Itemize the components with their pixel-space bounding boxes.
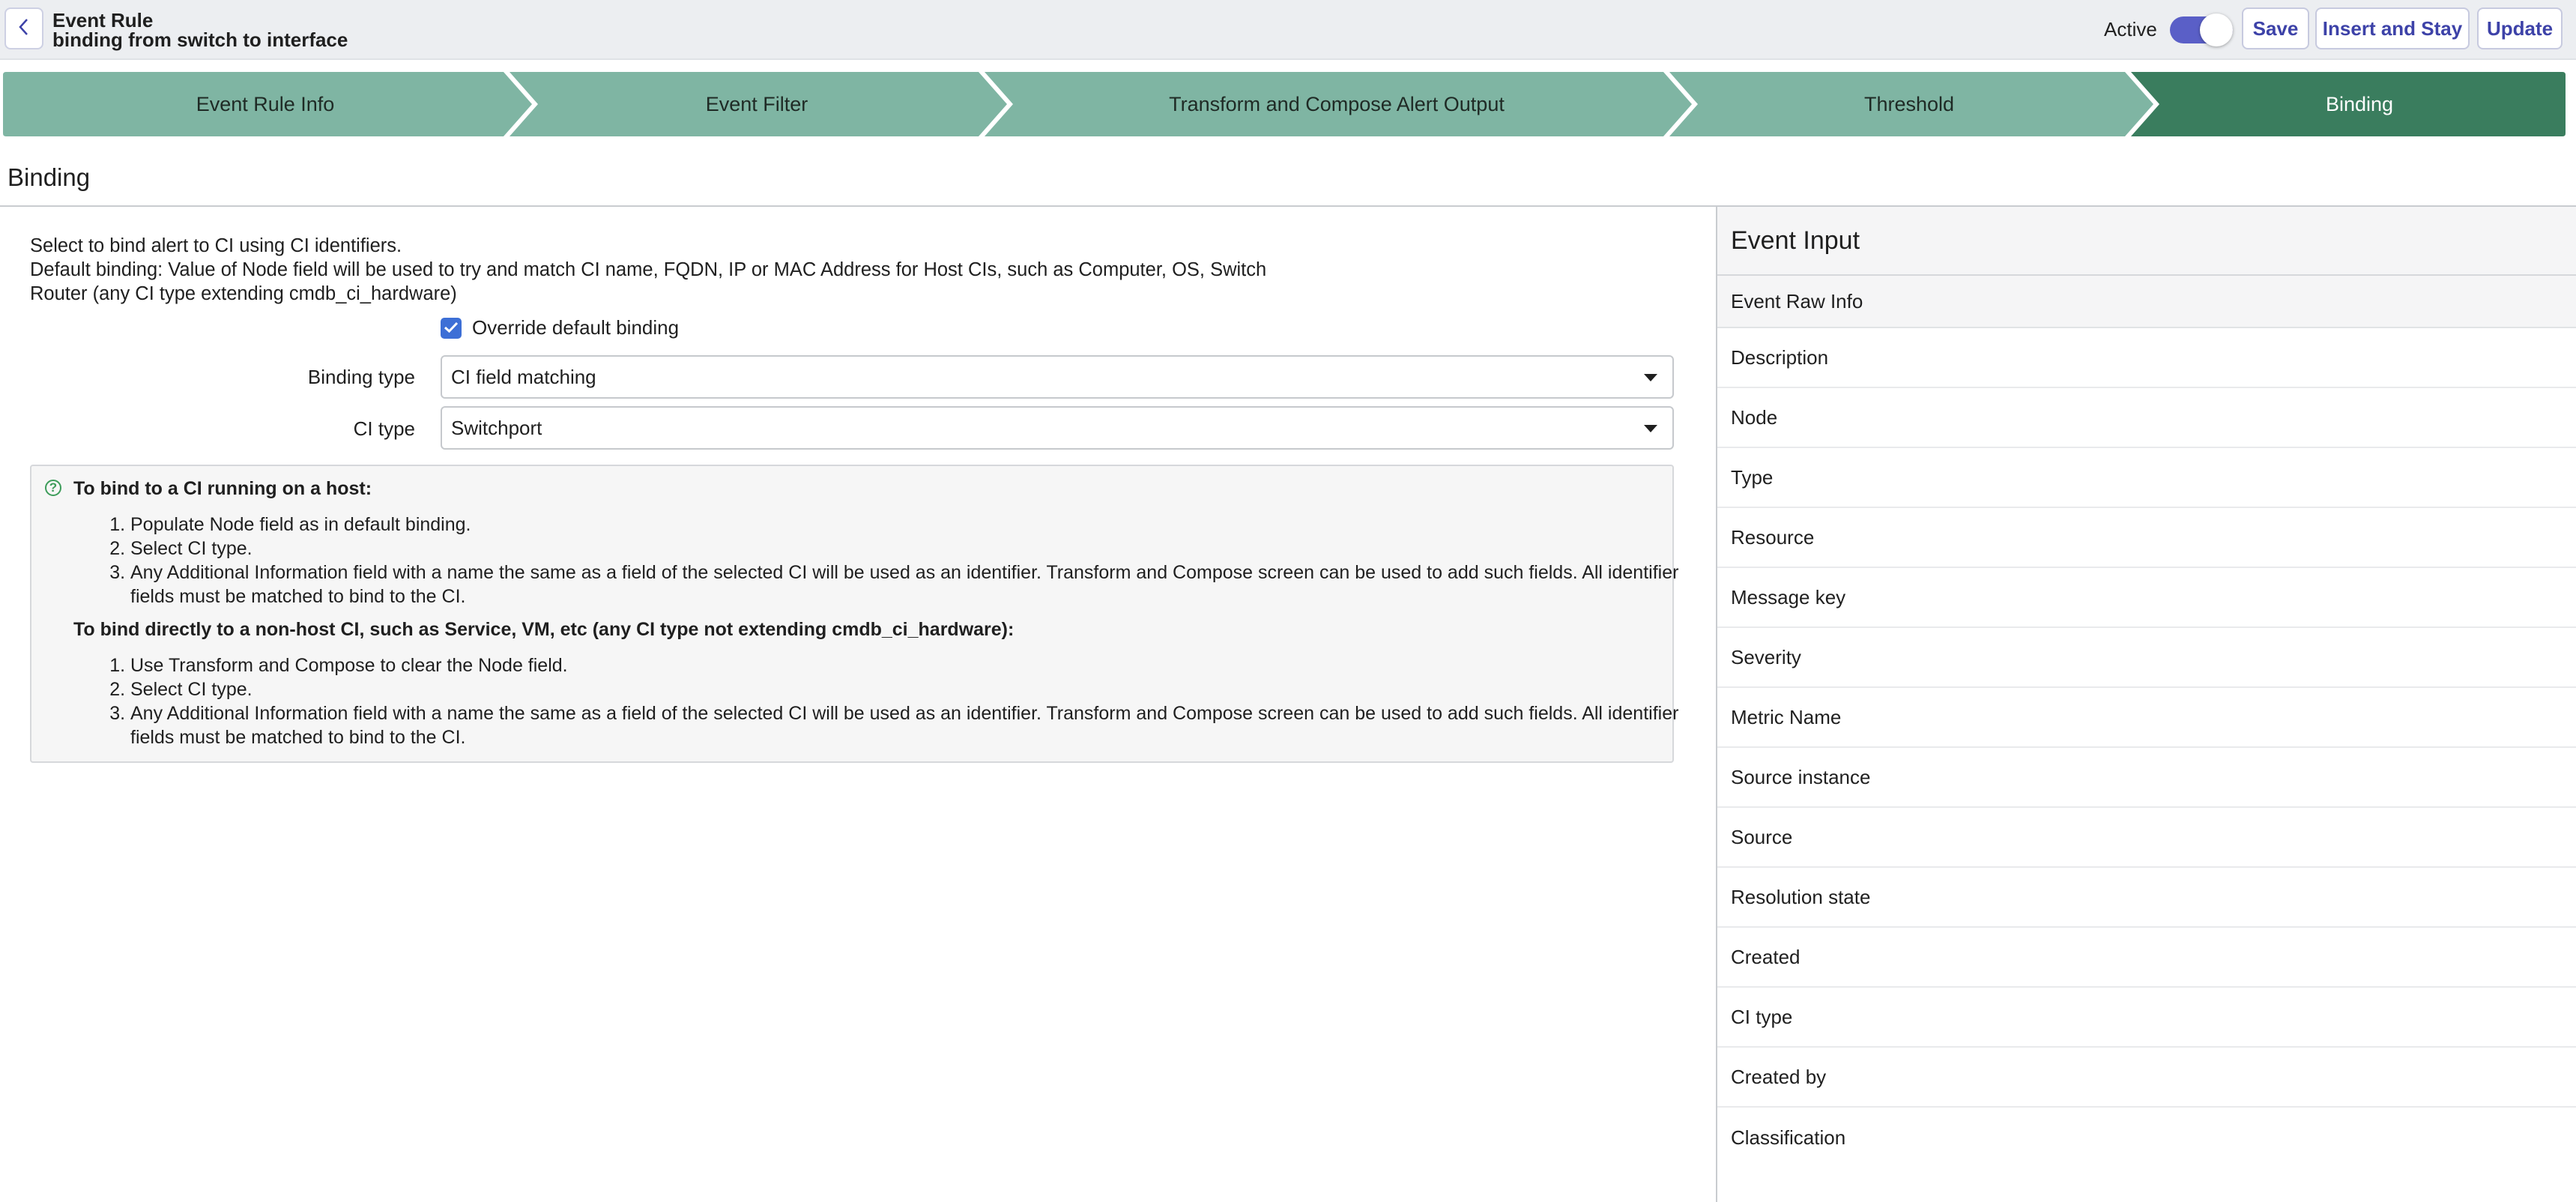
form-header [0, 0, 2576, 60]
back-button[interactable] [4, 7, 43, 49]
list-item: 2. Select CI type. [130, 537, 1711, 561]
ci-type-select[interactable] [441, 406, 1674, 450]
list-item: 3. Any Additional Information field with a name the same as a field of the selected CI will be used as an identifier. Transform and Compose screen can be used to add such fields. All identifier fields must be matched to bind to the CI. [130, 561, 1711, 608]
binding-type-select[interactable] [441, 355, 1674, 399]
step-threshold[interactable]: Threshold [1863, 92, 1955, 115]
host-binding-heading: To bind to a CI running on a host: [73, 478, 372, 499]
event-input-title: Event Input [1717, 207, 2576, 276]
event-field-severity[interactable]: Severity [1717, 628, 2576, 688]
dropdown-caret-icon [1644, 374, 1657, 381]
dropdown-caret-icon [1644, 425, 1657, 432]
list-item: 1. Populate Node field as in default binding. [130, 513, 1711, 537]
active-label: Active [2104, 18, 2157, 40]
intro-line-2: Default binding: Value of Node field will be used to try and match CI name, FQDN, IP or MAC Address for Host CIs, such as Computer, OS, Switch [30, 259, 1267, 280]
step-event-filter[interactable]: Event Filter [705, 92, 808, 115]
ci-type-value: Switchport [451, 416, 542, 439]
event-field-node[interactable]: Node [1717, 388, 2576, 448]
intro-line-3: Router (any CI type extending cmdb_ci_hardware) [30, 283, 457, 304]
host-binding-steps [73, 513, 1711, 608]
event-field-type[interactable]: Type [1717, 448, 2576, 508]
chevron-left-icon [16, 17, 32, 40]
toggle-knob [2200, 13, 2233, 46]
event-input-panel [1716, 207, 2576, 1202]
binding-help-box [30, 465, 1679, 763]
active-toggle[interactable] [2170, 16, 2233, 43]
event-field-resolution-state[interactable]: Resolution state [1717, 868, 2576, 928]
event-field-source[interactable]: Source [1717, 808, 2576, 868]
event-field-created[interactable]: Created [1717, 928, 2576, 988]
save-button[interactable]: Save [2242, 7, 2309, 49]
event-field-message-key[interactable]: Message key [1717, 568, 2576, 628]
binding-intro [30, 234, 1304, 306]
checkmark-icon [444, 318, 459, 338]
event-field-created-by[interactable]: Created by [1717, 1048, 2576, 1108]
override-checkbox[interactable] [441, 318, 462, 339]
progress-stepper [3, 72, 2566, 136]
override-default-binding[interactable] [441, 316, 679, 339]
nonhost-binding-heading: To bind directly to a non-host CI, such as Service, VM, etc (any CI type not extending cmdb_ci_hardware): [73, 619, 1015, 640]
event-field-classification[interactable]: Classification [1731, 1126, 1846, 1149]
event-field-description[interactable]: Description [1717, 328, 2576, 388]
update-button[interactable]: Update [2477, 7, 2563, 49]
event-field-metric-name[interactable]: Metric Name [1717, 688, 2576, 748]
record-name: binding from switch to interface [52, 28, 348, 51]
list-item: 2. Select CI type. [130, 677, 1711, 701]
step-binding[interactable]: Binding [2325, 92, 2394, 115]
list-item: 3. Any Additional Information field with a name the same as a field of the selected CI will be used as an identifier. Transform and Compose screen can be used to add such fields. All identifier fields must be matched to bind to the CI. [130, 701, 1711, 749]
step-transform-compose[interactable]: Transform and Compose Alert Output [1169, 92, 1505, 115]
override-label: Override default binding [472, 316, 680, 339]
binding-type-value: CI field matching [451, 365, 596, 388]
event-raw-info-item[interactable]: Event Raw Info [1717, 276, 2576, 328]
insert-and-stay-button[interactable]: Insert and Stay [2315, 7, 2470, 49]
section-title: Binding [7, 163, 91, 191]
step-event-rule-info[interactable]: Event Rule Info [196, 92, 335, 115]
binding-type-label: Binding type [307, 366, 415, 388]
event-field-ci-type[interactable]: CI type [1717, 988, 2576, 1048]
nonhost-binding-steps [73, 653, 1711, 749]
event-field-source-instance[interactable]: Source instance [1717, 748, 2576, 808]
event-field-resource[interactable]: Resource [1717, 508, 2576, 568]
ci-type-label: CI type [353, 417, 415, 440]
help-icon: ? [45, 480, 61, 496]
intro-line-1: Select to bind alert to CI using CI identifiers. [30, 235, 402, 256]
list-item: 1. Use Transform and Compose to clear the Node field. [130, 653, 1711, 677]
record-type: Event Rule [52, 9, 154, 31]
